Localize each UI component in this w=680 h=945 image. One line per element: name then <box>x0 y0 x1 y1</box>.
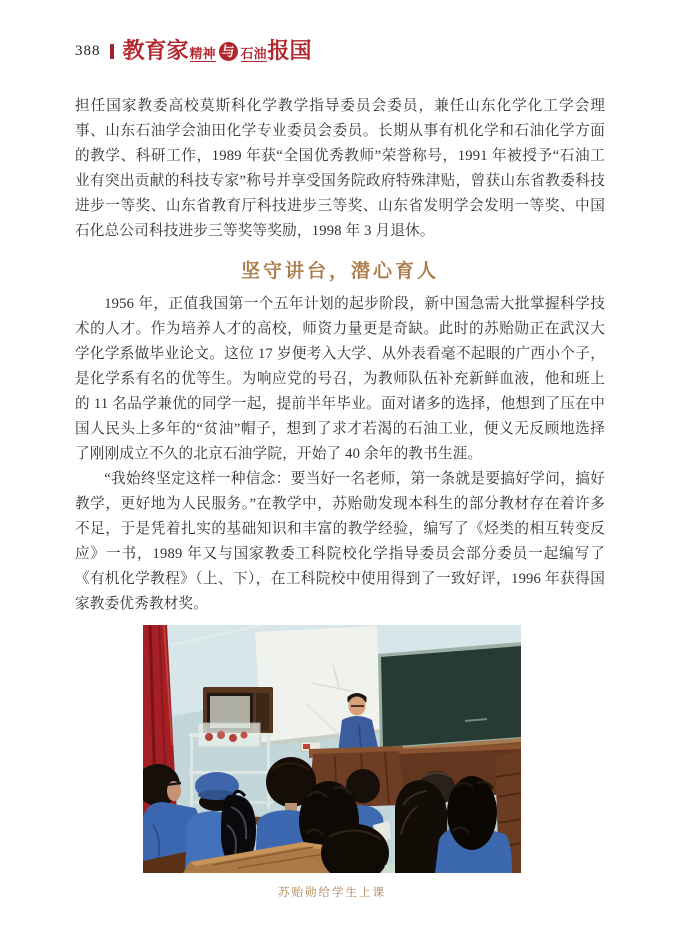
header-divider-bar <box>110 44 114 59</box>
classroom-photo <box>143 625 521 873</box>
classroom-photo-figure <box>143 625 521 900</box>
chalkboard <box>378 642 521 751</box>
page-header <box>75 0 605 68</box>
photo-caption: 苏贻勋给学生上课 <box>278 887 386 899</box>
book-title-logo <box>123 40 312 62</box>
paragraph-3: “我始终坚定这样一种信念：要当好一名老师，第一条就是要搞好学问，搞好教学，更好地为人民服务。”在教学中，苏贻勋发现本科生的部分教材存在着许多不足，于是凭着扎实的基础知识和丰富的教学经验，编写了《烃类的相互转变反应》一书，1989 年又与国家教委工科院校化学指导委员会部分委员一起编写了《有机化学教程》（上、下），在工科院校中使用得到了一致好评，1996 年获得国家教委优秀教材奖。 <box>75 471 605 612</box>
logo-part-baoguo: 报国 <box>267 38 312 63</box>
logo-part-jiaoyujia: 教育家 <box>122 38 189 63</box>
paragraph-2: 1956 年，正值我国第一个五年计划的起步阶段，新中国急需大批掌握科学技术的人才。作为培养人才的高校，师资力量更是奇缺。此时的苏贻勋正在武汉大学化学系做毕业论文。这位 17 岁便考入大学、从外表看毫不起眼的广西小个子，是化学系有名的优等生。为响应党的号召，为教师队伍补充新鲜血液，他和班上的 11 名品学兼优的同学一起，提前半年毕业。面对诸多的选择，他想到了压在中国人民头上多年的“贫油”帽子，想到了求才若渴的石油工业，便义无反顾地选择了刚刚成立不久的北京石油学院，开始了 40 余年的教书生涯。 <box>75 296 605 462</box>
logo-yu-seal-icon: 与 <box>219 42 238 61</box>
logo-part-shiyou: 石油 <box>240 45 267 61</box>
section-heading: 坚守讲台，潜心育人 <box>240 261 439 282</box>
paragraph-1: 担任国家教委高校莫斯科化学教学指导委员会委员，兼任山东化学化工学会理事、山东石油学会油田化学专业委员会委员。长期从事有机化学和石油化学方面的教学、科研工作，1989 年获“全国优秀教师”荣誉称号，1991 年被授予“石油工业有突出贡献的科技专家”称号并享受国务院政府特殊津贴，曾获山东省教委科技进步一等奖、山东省教育厅科技进步三等奖、山东省发明学会发明一等奖、中国石化总公司科技进步三等奖等奖励，1998 年 3 月退休。 <box>75 98 605 239</box>
logo-part-jingshen: 精神 <box>189 45 216 61</box>
page-number: 388 <box>75 42 101 59</box>
